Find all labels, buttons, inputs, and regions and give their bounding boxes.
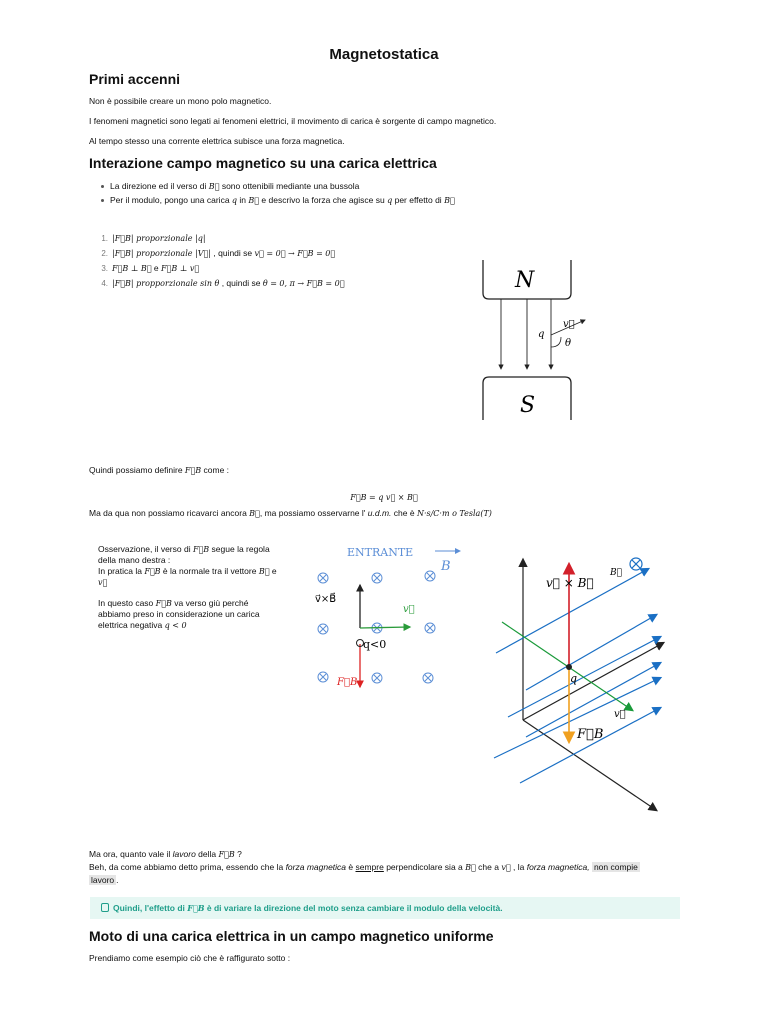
north-label: N	[515, 268, 535, 293]
b-field-line	[520, 708, 660, 783]
theta-label: θ	[565, 338, 572, 349]
highlight: non compie	[593, 862, 638, 872]
south-label: S	[520, 393, 536, 418]
vxb-label: v⃗×B⃗	[315, 594, 337, 605]
tip-text: Quindi, l'effetto di F⃗B è di variare la direzione del moto senza cambiare il modulo della velocità.	[101, 903, 503, 913]
highlight: lavoro	[91, 875, 115, 885]
charge-label: q	[538, 329, 545, 340]
entrante-label: ENTRANTE	[347, 546, 414, 559]
b-label: B	[441, 559, 451, 574]
bullet-icon	[101, 185, 104, 188]
page-title: Magnetostatica	[329, 46, 439, 63]
velocity-label: v⃗	[563, 319, 575, 330]
magnet-diagram	[475, 255, 595, 425]
section-heading-interazione: Interazione campo magnetico su una carica elettrica	[89, 155, 437, 171]
b-field-line	[526, 663, 660, 737]
axis-y	[523, 643, 663, 720]
paragraph: Prendiamo come esempio ciò che è raffigurato sotto :	[89, 953, 291, 963]
bullet-icon	[101, 199, 104, 202]
fb-label: F⃗B	[577, 727, 604, 742]
paragraph: I fenomeni magnetici sono legati ai fenomeni elettrici, il movimento di carica è sorgente di campo magnetico.	[89, 116, 497, 126]
ordered-item-2: 2. |F⃗B| proporzionale |V⃗| , quindi se v⃗ = 0⃗ → F⃗B = 0⃗	[101, 248, 336, 258]
ordered-item-4: 4. |F⃗B| propporzionale sin θ , quindi se θ = 0, π → F⃗B = 0⃗	[101, 278, 345, 288]
velocity-arrow	[360, 627, 410, 628]
formula-force: F⃗B = q v⃗ × B⃗	[350, 493, 418, 502]
work-paragraph: Ma ora, quanto vale il lavoro della F⃗B ? Beh, da come abbiamo detto prima, essendo che la forza magnetica è sempre perpendicolare sia a B⃗ che a v⃗ , la forza magnetica, non compie lavoro .	[89, 849, 638, 885]
v-label: v⃗	[614, 709, 626, 720]
paragraph: Al tempo stesso una corrente elettrica subisce una forza magnetica.	[89, 136, 345, 146]
b-label: B⃗	[610, 568, 623, 578]
q-neg-label: q<0	[363, 638, 387, 651]
vxb-label: v⃗ × B⃗	[546, 576, 594, 590]
fb-label: F⃗B	[337, 677, 358, 688]
force-3d-diagram	[488, 545, 673, 820]
right-hand-sketch	[305, 540, 475, 700]
section-heading-moto: Moto di una carica elettrica in un campo magnetico uniforme	[89, 928, 494, 944]
field-into-page-symbols	[318, 571, 435, 683]
ordered-item-3: 3. F⃗B ⊥ B⃗ e F⃗B ⊥ v⃗	[101, 263, 200, 273]
q-label: q	[570, 672, 578, 685]
list-item: Per il modulo, pongo una carica q in B⃗ e descrivo la forza che agisce su q per effetto di B⃗	[101, 195, 455, 205]
ordered-item-1: 1. |F⃗B| proporzionale |q|	[101, 234, 206, 243]
theta-arc	[551, 337, 561, 347]
paragraph: Non è possibile creare un mono polo magnetico.	[89, 96, 272, 106]
b-into-page-icon	[632, 560, 640, 568]
list-item: La direzione ed il verso di B⃗ sono ottenibili mediante una bussola	[101, 181, 359, 191]
paragraph: Quindi possiamo definire F⃗B come :	[89, 465, 230, 475]
v-label: v⃗	[403, 604, 415, 615]
charge-dot	[566, 664, 572, 670]
paragraph: Ma da qua non possiamo ricavarci ancora B⃗, ma possiamo osservarne l' u.d.m. che è N·s/C·m o Tesla(T)	[89, 508, 492, 518]
observation-text: Osservazione, il verso di F⃗B segue la regola della mano destra : In pratica la F⃗B è la normale tra il vettore B⃗ e v⃗ In questo caso F⃗B va verso giù perché abbiamo preso in considerazione un carica elettrica negativa q < 0	[98, 544, 277, 630]
lightbulb-icon	[101, 903, 109, 912]
section-heading-primi-accenni: Primi accenni	[89, 71, 181, 87]
